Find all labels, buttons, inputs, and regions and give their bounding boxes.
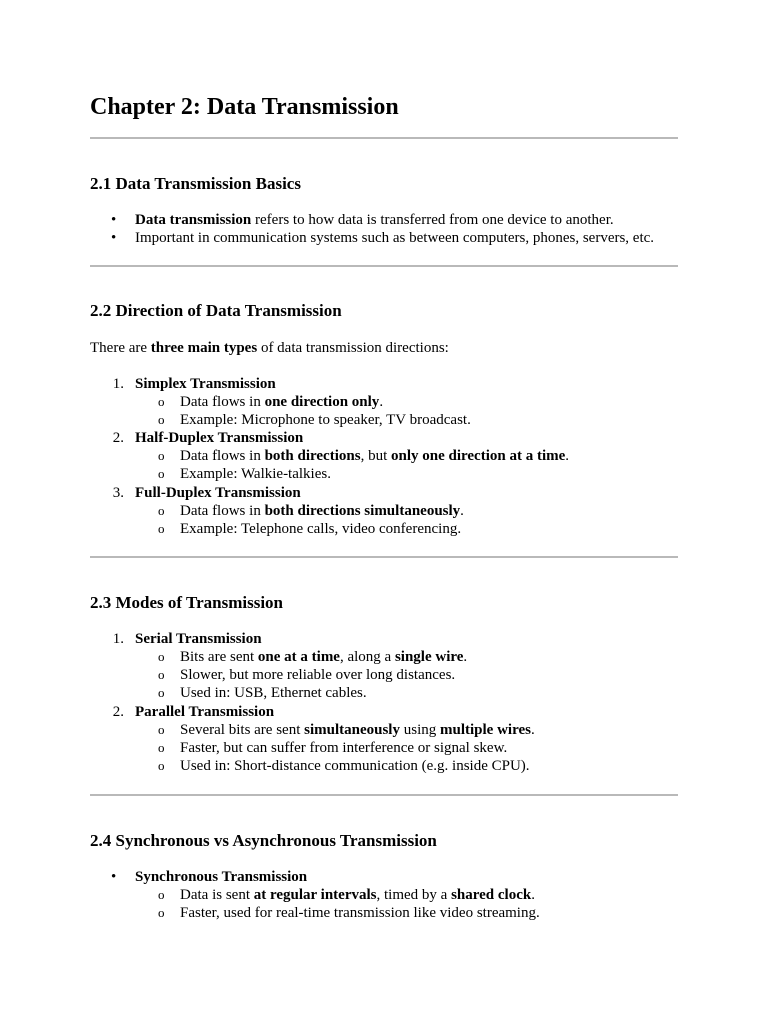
sub-item: Data flows in both directions, but only one direction at a time.	[180, 448, 570, 464]
sub-bullet-marker: o	[158, 887, 165, 902]
chapter-title: Chapter 2: Data Transmission	[90, 94, 399, 120]
list-item-full-duplex: Full-Duplex Transmission	[135, 485, 301, 501]
section-heading-2-1: 2.1 Data Transmission Basics	[90, 174, 301, 193]
divider	[90, 265, 678, 267]
list-number: 1.	[112, 631, 124, 647]
sub-item: Faster, used for real-time transmission like video streaming.	[180, 905, 540, 921]
list-item-data-transmission: Data transmission refers to how data is transferred from one device to another.	[135, 212, 614, 228]
sub-bullet-marker: o	[158, 905, 165, 920]
sub-bullet-marker: o	[158, 521, 165, 536]
sub-item: Several bits are sent simultaneously using multiple wires.	[180, 722, 535, 738]
list-item-serial: Serial Transmission	[135, 631, 262, 647]
sub-item: Used in: USB, Ethernet cables.	[180, 685, 367, 701]
list-item-half-duplex: Half-Duplex Transmission	[135, 430, 304, 446]
section-heading-2-2: 2.2 Direction of Data Transmission	[90, 301, 342, 320]
divider	[90, 556, 678, 558]
section-heading-2-4: 2.4 Synchronous vs Asynchronous Transmission	[90, 831, 437, 850]
sub-bullet-marker: o	[158, 685, 165, 700]
sub-bullet-marker: o	[158, 722, 165, 737]
list-item-simplex: Simplex Transmission	[135, 376, 276, 392]
list-number: 1.	[112, 376, 124, 392]
divider	[90, 794, 678, 796]
sub-item: Bits are sent one at a time, along a single wire.	[180, 649, 468, 665]
sub-bullet-marker: o	[158, 503, 165, 518]
list-item-importance: Important in communication systems such as between computers, phones, servers, etc.	[135, 230, 655, 246]
sub-bullet-marker: o	[158, 740, 165, 755]
sub-item: Example: Telephone calls, video conferencing.	[180, 521, 462, 537]
sub-item: Example: Microphone to speaker, TV broadcast.	[180, 412, 471, 428]
divider	[90, 137, 678, 139]
list-item-parallel: Parallel Transmission	[135, 704, 275, 720]
section-heading-2-3: 2.3 Modes of Transmission	[90, 593, 284, 612]
list-number: 2.	[112, 430, 124, 446]
sub-item: Used in: Short-distance communication (e.g. inside CPU).	[180, 758, 530, 774]
bullet-marker: •	[111, 869, 117, 885]
sub-bullet-marker: o	[158, 412, 165, 427]
sub-item: Faster, but can suffer from interference or signal skew.	[180, 740, 508, 756]
sub-bullet-marker: o	[158, 466, 165, 481]
sub-item: Data flows in one direction only.	[180, 394, 384, 410]
sub-item: Example: Walkie-talkies.	[180, 466, 331, 482]
list-number: 3.	[112, 485, 124, 501]
sub-bullet-marker: o	[158, 448, 165, 463]
sub-item: Data is sent at regular intervals, timed by a shared clock.	[180, 887, 535, 903]
sub-item: Data flows in both directions simultaneously.	[180, 503, 464, 519]
bullet-marker: •	[111, 230, 117, 246]
sub-bullet-marker: o	[158, 667, 165, 682]
sub-bullet-marker: o	[158, 394, 165, 409]
intro-paragraph: There are three main types of data transmission directions:	[90, 340, 449, 356]
sub-bullet-marker: o	[158, 649, 165, 664]
list-number: 2.	[112, 704, 124, 720]
sub-item: Slower, but more reliable over long distances.	[180, 667, 456, 683]
bullet-marker: •	[111, 212, 117, 228]
sub-bullet-marker: o	[158, 758, 165, 773]
list-item-synchronous: Synchronous Transmission	[135, 869, 308, 885]
